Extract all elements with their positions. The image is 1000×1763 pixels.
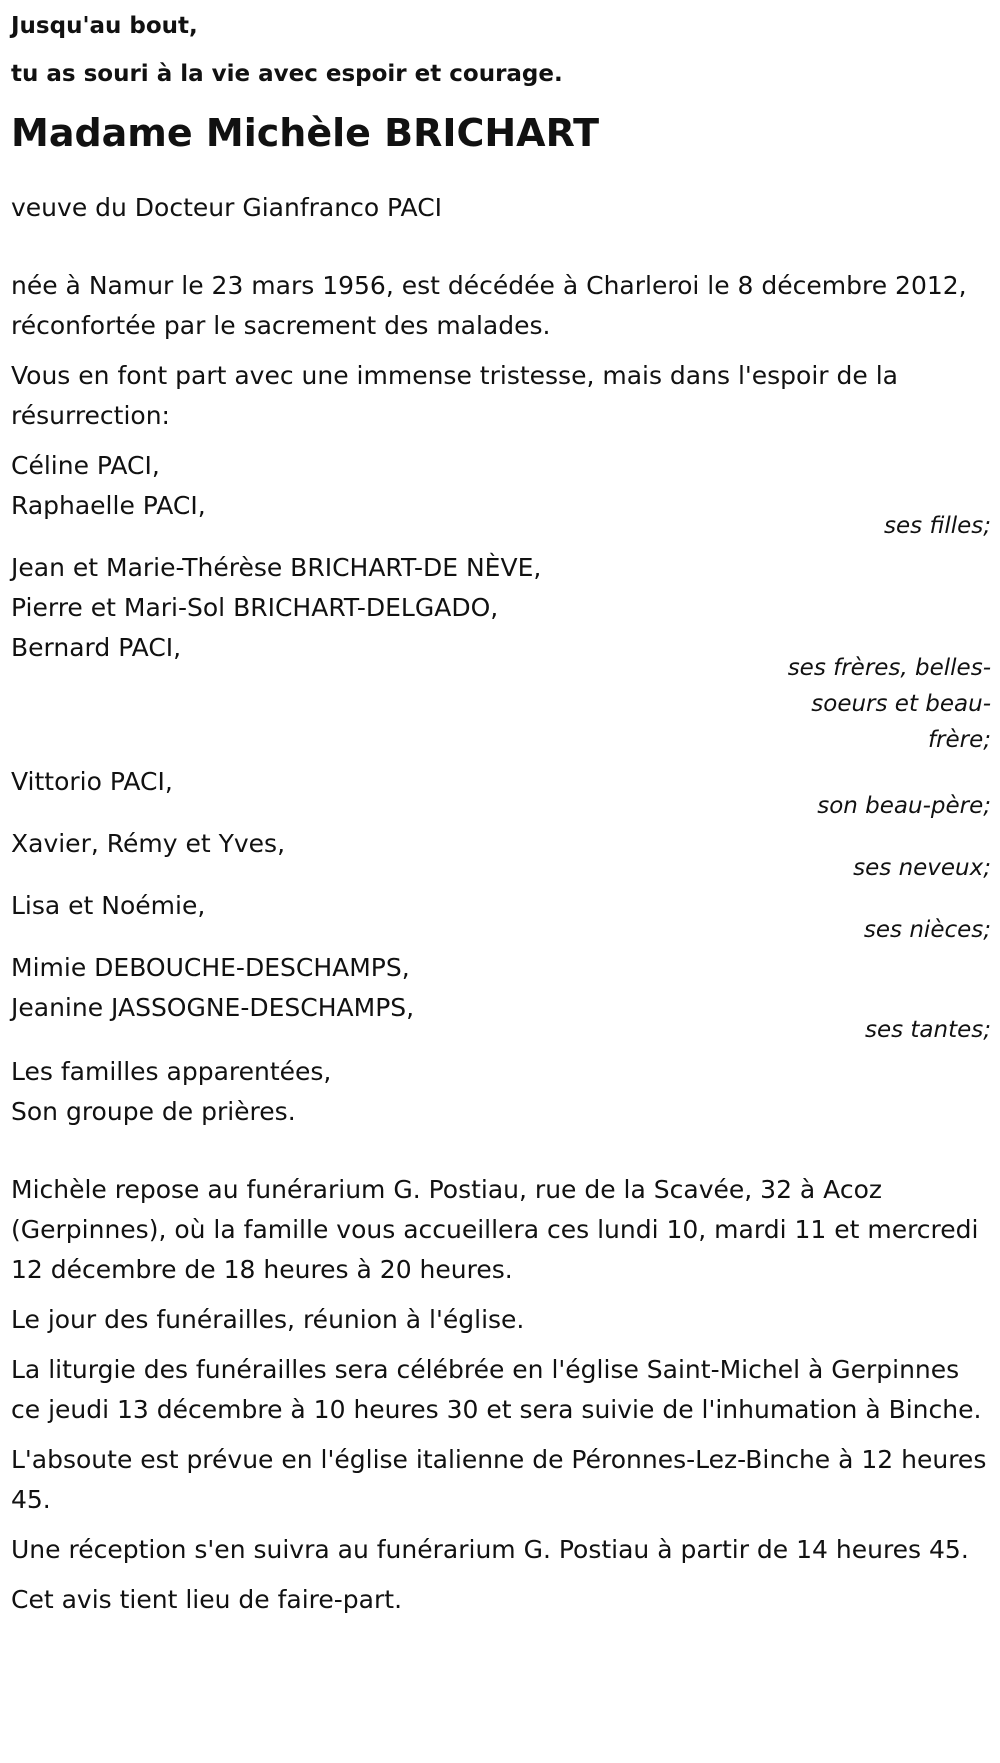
liturgy-details: La liturgie des funérailles sera célébrée en l'église Saint-Michel à Gerpinnes ce jeudi 13 décembre à 10 heures 30 et sera suivie de l'inhumation à Binche. [11,1355,982,1424]
relation-label: ses tantes; [864,1017,991,1043]
relation-label: ses nièces; [863,917,991,943]
family-member: Lisa et Noémie, [11,891,206,920]
absolution-details: L'absoute est prévue en l'église italienne de Péronnes-Lez-Binche à 12 heures 45. [11,1445,987,1514]
visitation-details: Michèle repose au funérarium G. Postiau, rue de la Scavée, 32 à Acoz (Gerpinnes), où la famille vous accueillera ces lundi 10, mardi 11 et mercredi 12 décembre de 18 heures à 20 heures. [11,1175,979,1284]
epigraph-line: tu as souri à la vie avec espoir et courage. [11,61,563,87]
gathering-note: Le jour des funérailles, réunion à l'église. [11,1305,525,1334]
reception-details: Une réception s'en suivra au funérarium G. Postiau à partir de 14 heures 45. [11,1535,969,1564]
family-member: Jean et Marie-Thérèse BRICHART-DE NÈVE, [11,553,542,582]
family-group-daughters [11,446,991,546]
family-group-siblings [11,548,991,758]
family-member: Céline PACI, [11,451,160,480]
family-member: Mimie DEBOUCHE-DESCHAMPS, [11,953,410,982]
family-member: Jeanine JASSOGNE-DESCHAMPS, [11,993,415,1022]
family-member: Pierre et Mari-Sol BRICHART-DELGADO, [11,593,499,622]
family-member: Raphaelle PACI, [11,491,206,520]
family-member: Vittorio PACI, [11,767,173,796]
family-group-father-in-law [11,762,991,826]
epigraph [11,2,991,98]
announcement-text: Vous en font part avec une immense tristesse, mais dans l'espoir de la résurrection: [11,361,898,430]
family-group-aunts [11,948,991,1050]
deceased-name: Madame Michèle BRICHART [11,111,600,155]
notice-closing: Cet avis tient lieu de faire-part. [11,1585,403,1614]
epigraph-line: Jusqu'au bout, [11,13,198,39]
relation-label: ses frères, belles-soeurs et beau-frère; [787,655,991,753]
extended-family-line: Les familles apparentées, [11,1057,332,1086]
extended-family-line: Son groupe de prières. [11,1097,296,1126]
birth-death-text: née à Namur le 23 mars 1956, est décédée à Charleroi le 8 décembre 2012, réconfortée par le sacrement des malades. [11,271,967,340]
family-group-nephews [11,824,991,888]
relation-label: ses neveux; [853,855,991,881]
relation-label: son beau-père; [817,793,991,819]
obituary-column [11,0,991,1620]
family-member: Bernard PACI, [11,633,182,662]
extended-family [11,1052,991,1132]
family-group-nieces [11,886,991,950]
relation-label: ses filles; [884,513,991,539]
family-member: Xavier, Rémy et Yves, [11,829,286,858]
widow-of: veuve du Docteur Gianfranco PACI [11,193,443,222]
